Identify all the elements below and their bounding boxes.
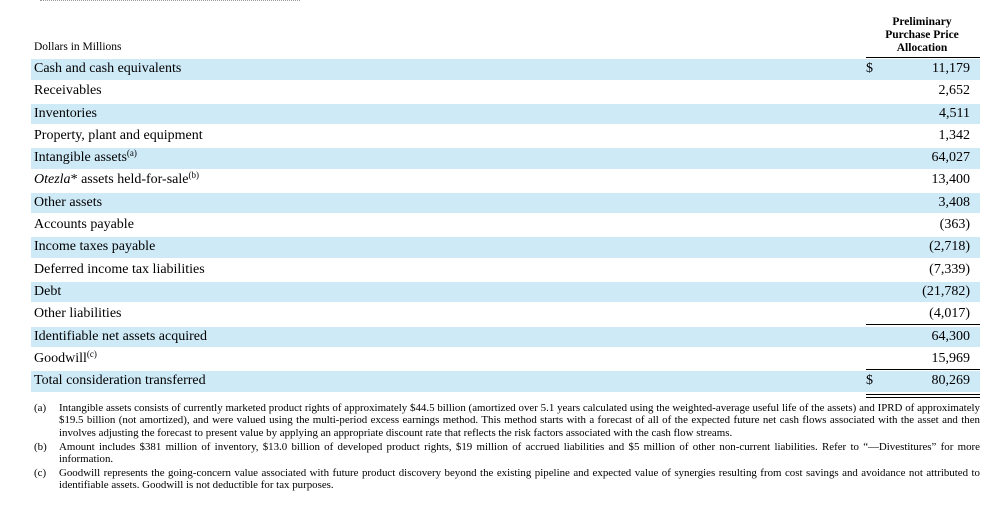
row-label-text: Debt xyxy=(34,283,62,299)
top-dotted-divider xyxy=(40,0,300,4)
footnote-text: Goodwill represents the going-concern value associated with future product discovery beyond the existing pipeline and expected value of synergies resulting from cost savings and avoidance not attributed to identifiable assets. Goodwill is not deductible for tax purposes. xyxy=(59,467,980,492)
row-label xyxy=(34,237,155,258)
row-value: 4,511 xyxy=(939,105,970,121)
row-value: (2,718) xyxy=(929,239,970,255)
row-value: 11,179 xyxy=(932,61,970,76)
table-row xyxy=(31,148,980,169)
table-row xyxy=(31,327,980,348)
row-label-text: Intangible assets xyxy=(34,150,127,166)
row-label xyxy=(34,215,134,236)
column-header-line-3: Allocation xyxy=(896,42,948,54)
column-header-line-1: Preliminary xyxy=(892,16,952,28)
footnote-text: Intangible assets consists of currently marketed product rights of approximately $44.5 billion (amortized over 5.1 years calculated using the weighted-average useful life of the assets) and IPRD of approximately $19.5 billion (not amortized), and were valued using the multi-period excess earnings method. This method starts with a forecast of all of the expected future net cash flows associated with the asset and then involves adjusting the forecast to present value by applying an appropriate discount rate that reflects the risk factors associated with the cash flow streams. xyxy=(59,402,980,439)
row-label-italic: Otezla xyxy=(34,172,71,188)
table-row xyxy=(31,215,980,236)
row-label xyxy=(34,260,205,281)
footnote-reference: (c) xyxy=(86,348,97,359)
table-row xyxy=(31,59,980,80)
row-label-text: * assets held-for-sale xyxy=(70,172,189,188)
row-value: 15,969 xyxy=(931,350,970,366)
footnote-item xyxy=(31,402,980,439)
row-label-text: Income taxes payable xyxy=(34,239,156,255)
row-label xyxy=(34,371,206,392)
row-value: 1,342 xyxy=(938,127,970,143)
row-label-text: Cash and cash equivalents xyxy=(34,61,182,76)
row-label xyxy=(34,170,199,191)
row-label xyxy=(34,126,203,147)
footnote-mark: (b) xyxy=(34,440,47,453)
row-value: 64,027 xyxy=(931,150,970,166)
row-label xyxy=(34,282,61,303)
row-value: 3,408 xyxy=(938,194,970,210)
units-label: Dollars in Millions xyxy=(34,41,122,53)
table-row xyxy=(31,81,980,102)
table-row xyxy=(31,237,980,258)
row-value: (21,782) xyxy=(922,283,970,299)
double-underline-bottom xyxy=(866,397,980,398)
footnote-reference: (b) xyxy=(188,170,199,181)
row-label-text: Other liabilities xyxy=(34,306,122,322)
table-row xyxy=(31,104,980,125)
table-row xyxy=(31,304,980,325)
row-label xyxy=(34,193,102,214)
column-header-line-2: Purchase Price xyxy=(885,29,959,41)
row-label xyxy=(34,104,97,125)
row-value: 64,300 xyxy=(931,328,970,344)
row-label-text: Deferred income tax liabilities xyxy=(34,261,205,277)
row-label xyxy=(34,349,97,370)
footnote-reference: (a) xyxy=(126,148,137,159)
row-label xyxy=(34,304,121,325)
row-value: (7,339) xyxy=(929,261,970,277)
table-row xyxy=(31,170,980,191)
row-label-text: Property, plant and equipment xyxy=(34,127,203,143)
row-value: 13,400 xyxy=(931,172,970,188)
row-value: (363) xyxy=(939,217,970,233)
row-label-text: Goodwill xyxy=(34,350,87,366)
row-label xyxy=(34,59,181,80)
row-label xyxy=(34,148,137,169)
table-row xyxy=(31,193,980,214)
table-row xyxy=(31,349,980,370)
footnote-mark: (a) xyxy=(34,402,47,414)
table-row xyxy=(31,282,980,303)
allocation-table xyxy=(31,59,980,393)
row-label-text: Other assets xyxy=(34,194,103,210)
currency-symbol: $ xyxy=(866,373,873,389)
table-row xyxy=(31,126,980,147)
row-value: 80,269 xyxy=(931,373,970,389)
row-label-text: Accounts payable xyxy=(34,217,134,233)
currency-symbol: $ xyxy=(866,61,873,76)
table-row xyxy=(31,371,980,392)
header-underline xyxy=(866,57,980,58)
row-value: (4,017) xyxy=(929,306,970,322)
footnote-mark: (c) xyxy=(34,467,47,480)
row-label xyxy=(34,327,207,348)
double-underline-top xyxy=(866,394,980,395)
row-label-text: Identifiable net assets acquired xyxy=(34,328,207,344)
footnote-item xyxy=(31,467,980,492)
footnote-item xyxy=(31,441,980,466)
column-header xyxy=(866,16,978,55)
row-value: 2,652 xyxy=(938,83,970,99)
row-label-text: Receivables xyxy=(34,83,102,99)
footnote-text: Amount includes $381 million of inventory, $13.0 billion of developed product rights, $19 million of accrued liabilities and $5 million of other non-current liabilities. Refer to “—Divestitures” for more information. xyxy=(59,440,980,466)
footnotes xyxy=(31,402,980,493)
table-row xyxy=(31,260,980,281)
row-label-text: Inventories xyxy=(34,105,97,121)
row-label-text: Total consideration transferred xyxy=(34,373,206,389)
row-label xyxy=(34,81,102,102)
